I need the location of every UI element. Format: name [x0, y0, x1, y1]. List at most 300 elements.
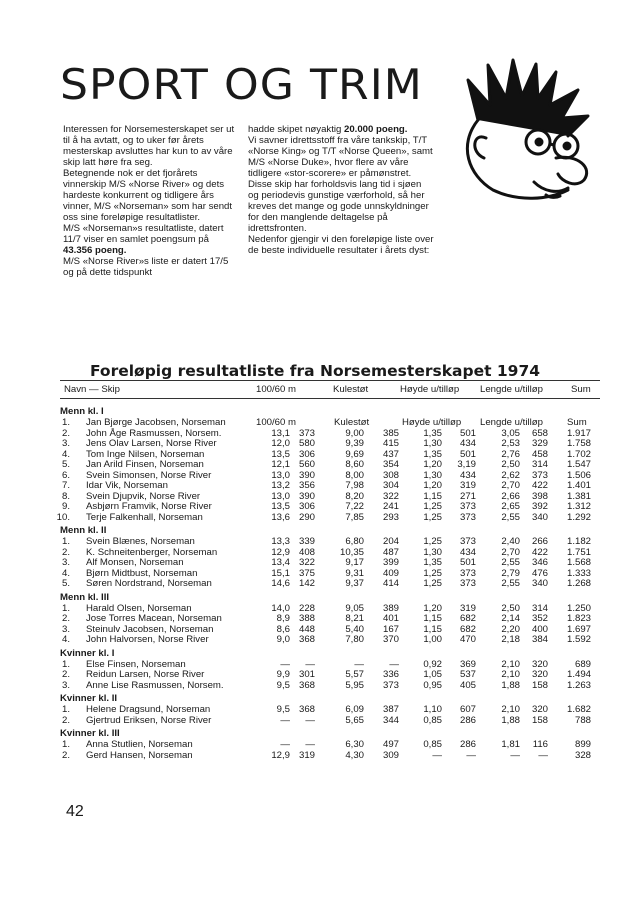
- cell-sum-points: 1.182: [566, 536, 591, 547]
- cell-athlete-ship: Harald Olsen, Norseman: [86, 602, 192, 614]
- cell-high-result: 1,15: [423, 613, 442, 624]
- cell-rank: 3.: [61, 623, 70, 635]
- cell-sum-points: 1.333: [566, 567, 591, 579]
- cell-run-time: 14,6: [271, 578, 290, 589]
- cell-long-points: 340: [531, 578, 548, 589]
- intro-paragraph: [63, 223, 235, 256]
- cell-shot-points: 322: [382, 490, 399, 502]
- cell-high-result: 1,35: [423, 448, 442, 460]
- cell-run-points: 560: [298, 459, 315, 470]
- cell-run-points: 390: [298, 469, 315, 481]
- cell-athlete-ship: Jan Bjørge Jacobsen, Norseman: [86, 417, 226, 428]
- header-high: Høyde u/tilløp: [400, 384, 460, 395]
- table-row: [60, 681, 600, 692]
- intro-column-right: [248, 124, 434, 256]
- table-row: [60, 537, 600, 548]
- intro-paragraph: [248, 234, 434, 256]
- cell-run-time: 13,4: [271, 557, 290, 568]
- subheader-high: Høyde u/tilløp: [402, 417, 462, 428]
- table-row: [60, 635, 600, 646]
- cell-shot-result: 6,80: [345, 536, 364, 547]
- cell-shot-result: —: [354, 658, 364, 670]
- class-heading: Kvinner kl. III: [60, 728, 120, 739]
- cell-long-points: 422: [531, 546, 548, 558]
- cell-run-time: 9,0: [276, 634, 290, 645]
- cell-shot-result: 9,17: [345, 557, 364, 568]
- cell-long-result: 2,10: [501, 704, 520, 715]
- cell-long-points: 320: [531, 669, 548, 680]
- cell-shot-result: 7,80: [345, 634, 364, 645]
- cell-high-result: 1,30: [423, 546, 442, 558]
- cell-long-points: 384: [531, 634, 548, 645]
- cell-high-points: 286: [459, 739, 476, 750]
- cell-run-points: 580: [298, 438, 315, 449]
- cell-high-points: —: [466, 749, 476, 761]
- cell-shot-result: 5,65: [345, 714, 364, 726]
- cell-run-points: 375: [298, 567, 315, 579]
- cell-shot-points: 308: [382, 469, 399, 481]
- cell-shot-points: 409: [382, 567, 399, 579]
- cell-rank: 5.: [61, 459, 70, 470]
- cell-shot-points: 167: [382, 623, 399, 635]
- cell-rank: 4.: [61, 448, 70, 460]
- cell-high-result: 1,25: [423, 536, 442, 547]
- cell-run-time: 9,5: [276, 704, 290, 715]
- cell-shot-points: 336: [382, 669, 399, 680]
- table-top-rule: [60, 380, 600, 381]
- cell-run-time: 15,1: [271, 567, 290, 579]
- cell-long-points: 320: [531, 704, 548, 715]
- cell-run-time: 13,3: [271, 536, 290, 547]
- table-row: [56, 511, 600, 524]
- cell-run-time: 13,6: [271, 511, 290, 523]
- cell-shot-result: 7,98: [345, 480, 364, 491]
- cell-sum-points: 1.401: [566, 480, 591, 491]
- cell-shot-points: 204: [382, 536, 399, 547]
- cell-rank: 3.: [61, 438, 70, 449]
- cell-athlete-ship: Søren Nordstrand, Norseman: [86, 578, 212, 589]
- intro-column-left: [63, 124, 235, 278]
- cell-high-result: 1,25: [423, 511, 442, 523]
- cell-high-result: 1,25: [423, 567, 442, 579]
- cell-sum-points: 899: [574, 739, 591, 750]
- paragraph-text: Betegnende nok er det fjorårets vinnerskip M/S «Norse River» og dets hardeste konkurrent og tidligere års vinner, M/S «Norseman» som har sendt oss sine foreløpige resultatlister.: [63, 168, 233, 223]
- cell-high-result: 1,20: [423, 459, 442, 470]
- cell-run-time: 9,9: [276, 669, 290, 680]
- cell-rank: 2.: [61, 546, 70, 558]
- cell-sum-points: 1.268: [566, 578, 591, 589]
- cell-run-points: 388: [298, 613, 315, 624]
- cell-athlete-ship: Tom Inge Nilsen, Norseman: [86, 448, 205, 460]
- paragraph-text: M/S «Norseman»s resultatliste, datert 11/7 viser en samlet poengsum på: [63, 223, 224, 245]
- intro-paragraph: [63, 168, 235, 223]
- cell-long-points: 158: [531, 714, 548, 726]
- cell-high-result: 1,20: [423, 480, 442, 491]
- cell-high-points: 434: [459, 469, 476, 481]
- cell-rank: 10.: [56, 511, 70, 523]
- cell-long-result: 1,88: [501, 679, 520, 691]
- cell-long-points: 346: [531, 557, 548, 568]
- cell-rank: 4.: [61, 567, 70, 579]
- cell-shot-points: 344: [382, 714, 399, 726]
- table-row: [60, 502, 600, 513]
- cell-shot-points: 497: [382, 739, 399, 750]
- cell-shot-points: 370: [382, 634, 399, 645]
- cell-high-points: 434: [459, 438, 476, 449]
- paragraph-bold-text: 20.000 poeng.: [344, 124, 408, 135]
- cell-rank: 7.: [61, 480, 70, 491]
- cell-shot-result: 9,69: [345, 448, 364, 460]
- cell-sum-points: 1.547: [566, 459, 591, 470]
- cell-shot-result: 6,30: [345, 739, 364, 750]
- cell-run-time: 13,5: [271, 448, 290, 460]
- intro-paragraph: [248, 124, 434, 135]
- cell-shot-points: 293: [382, 511, 399, 523]
- cell-run-points: 142: [298, 578, 315, 589]
- cell-sum-points: 1.381: [566, 490, 591, 502]
- cell-shot-points: 414: [382, 578, 399, 589]
- cell-rank: 8.: [61, 490, 70, 502]
- paragraph-text: Vi savner idrettsstoff fra våre tankskip, T/T «Norse King» og T/T «Norse Queen», samt M/S «Norse Duke», hvor flere av våre tidligere «stor-scorere» er påmønstret. Disse skip har forholdsvis lang tid i sjøen og periodevis gunstige værforhold, så her kreves det mange og gode unnskyldninger for den manglende deltagelse på idrettsfronten.: [248, 135, 433, 234]
- cell-shot-result: 9,39: [345, 438, 364, 449]
- cell-athlete-ship: Anne Lise Rasmussen, Norsem.: [86, 679, 224, 691]
- cell-long-result: 2,55: [501, 578, 520, 589]
- cell-rank: 3.: [61, 679, 70, 691]
- cell-long-result: 2,20: [501, 623, 520, 635]
- cell-shot-result: 7,22: [345, 501, 364, 512]
- cell-sum-points: 1.823: [566, 613, 591, 624]
- cell-shot-points: 304: [382, 480, 399, 491]
- table-row: [60, 418, 600, 429]
- cell-long-result: 2,70: [501, 546, 520, 558]
- cell-run-points: 228: [298, 602, 315, 614]
- cell-long-result: 2,18: [501, 634, 520, 645]
- cell-athlete-ship: John Halvorsen, Norse River: [86, 634, 209, 645]
- cell-shot-result: 8,60: [345, 459, 364, 470]
- cell-shot-points: 354: [382, 459, 399, 470]
- cell-run-points: 368: [298, 704, 315, 715]
- class-heading: Menn kl. I: [60, 406, 104, 417]
- cell-run-time: 13,2: [271, 480, 290, 491]
- table-row: [60, 670, 600, 681]
- subheader-shot: Kulestøt: [334, 417, 370, 428]
- cell-athlete-ship: John Åge Rasmussen, Norsem.: [86, 427, 222, 439]
- cell-rank: 1.: [61, 417, 70, 428]
- table-row: [60, 716, 600, 727]
- cell-rank: 2.: [61, 749, 70, 761]
- results-table: [56, 404, 600, 761]
- cell-long-points: 352: [531, 613, 548, 624]
- cell-high-points: 271: [459, 490, 476, 502]
- cell-sum-points: 1.758: [566, 438, 591, 449]
- cell-sum-points: 788: [574, 714, 591, 726]
- cell-long-points: 458: [531, 448, 548, 460]
- cell-high-points: 501: [459, 557, 476, 568]
- cell-rank: 6.: [61, 469, 70, 481]
- cell-run-points: 306: [298, 501, 315, 512]
- cell-high-result: —: [432, 749, 442, 761]
- cell-athlete-ship: Anna Stutlien, Norseman: [86, 739, 193, 750]
- cell-run-time: 12,9: [271, 546, 290, 558]
- cell-run-points: 339: [298, 536, 315, 547]
- cell-athlete-ship: Terje Falkenhall, Norseman: [86, 511, 203, 523]
- cell-long-points: 398: [531, 490, 548, 502]
- cell-high-points: 501: [459, 427, 476, 439]
- paragraph-text: M/S «Norse River»s liste er datert 17/5 og på dette tidspunkt: [63, 256, 229, 278]
- cell-shot-points: 487: [382, 546, 399, 558]
- cell-high-result: 1,30: [423, 438, 442, 449]
- table-row: [60, 481, 600, 492]
- cell-high-points: 373: [459, 578, 476, 589]
- cell-rank: 3.: [61, 557, 70, 568]
- cell-high-result: 0,95: [423, 679, 442, 691]
- cell-sum-points: 1.751: [566, 546, 591, 558]
- cell-long-result: 2,50: [501, 602, 520, 614]
- cell-high-points: 319: [459, 602, 476, 614]
- cell-athlete-ship: Reidun Larsen, Norse River: [86, 669, 205, 680]
- cell-run-points: 319: [298, 749, 315, 761]
- cell-long-points: 314: [531, 459, 548, 470]
- cell-shot-points: 385: [382, 427, 399, 439]
- cell-sum-points: 1.568: [566, 557, 591, 568]
- table-row: [60, 705, 600, 716]
- cell-shot-points: 241: [382, 501, 399, 512]
- cell-rank: 1.: [61, 602, 70, 614]
- cell-long-points: 320: [531, 658, 548, 670]
- cell-long-result: 2,55: [501, 557, 520, 568]
- cell-run-time: 9,5: [276, 679, 290, 691]
- cell-athlete-ship: Else Finsen, Norseman: [86, 658, 186, 670]
- class-heading: Menn kl. II: [60, 525, 107, 536]
- cell-shot-result: 9,05: [345, 602, 364, 614]
- page-title: SPORT OG TRIM: [60, 60, 423, 109]
- cell-shot-result: 5,95: [345, 679, 364, 691]
- cell-athlete-ship: Idar Vik, Norseman: [86, 480, 168, 491]
- cell-high-points: 682: [459, 613, 476, 624]
- cell-long-result: —: [510, 749, 520, 761]
- cell-long-points: 392: [531, 501, 548, 512]
- cell-high-result: 0,85: [423, 714, 442, 726]
- cell-run-points: 356: [298, 480, 315, 491]
- intro-paragraph: [248, 135, 434, 234]
- cell-high-result: 0,85: [423, 739, 442, 750]
- cell-rank: 2.: [61, 669, 70, 680]
- cell-shot-points: 389: [382, 602, 399, 614]
- cell-run-points: 408: [298, 546, 315, 558]
- cell-high-result: 1,05: [423, 669, 442, 680]
- paragraph-text: Interessen for Norsemesterskapet ser ut til å ha avtatt, og to uker før årets mesterskap avsluttes har kun to av våre skip latt høre fra seg.: [63, 124, 235, 168]
- cell-high-result: 1,25: [423, 578, 442, 589]
- cell-high-points: 286: [459, 714, 476, 726]
- cell-run-time: 13,0: [271, 490, 290, 502]
- cell-shot-result: 9,31: [345, 567, 364, 579]
- cell-run-points: 306: [298, 448, 315, 460]
- table-row: [60, 614, 600, 625]
- cell-high-points: 682: [459, 623, 476, 635]
- cell-athlete-ship: Jose Torres Macean, Norseman: [86, 613, 222, 624]
- cell-athlete-ship: Alf Monsen, Norseman: [86, 557, 184, 568]
- cell-shot-points: —: [389, 658, 399, 670]
- cell-shot-points: 309: [382, 749, 399, 761]
- cell-shot-points: 415: [382, 438, 399, 449]
- table-row: [60, 751, 600, 762]
- cell-shot-result: 5,40: [345, 623, 364, 635]
- cell-run-points: 390: [298, 490, 315, 502]
- cell-rank: 2.: [61, 613, 70, 624]
- cell-run-time: 13,1: [271, 427, 290, 439]
- cell-athlete-ship: Jan Arild Finsen, Norseman: [86, 459, 204, 470]
- cell-run-time: 12,0: [271, 438, 290, 449]
- cell-athlete-ship: Steinulv Jacobsen, Norseman: [86, 623, 214, 635]
- cell-long-points: 266: [531, 536, 548, 547]
- cell-sum-points: 1.292: [566, 511, 591, 523]
- table-row: [60, 740, 600, 751]
- cell-run-time: 12,1: [271, 459, 290, 470]
- cell-sum-points: 1.312: [566, 501, 591, 512]
- cell-run-points: —: [305, 739, 315, 750]
- table-row: [60, 579, 600, 590]
- cell-high-result: 1,30: [423, 469, 442, 481]
- cell-shot-points: 437: [382, 448, 399, 460]
- cell-long-result: 2,70: [501, 480, 520, 491]
- cell-athlete-ship: Gerd Hansen, Norseman: [86, 749, 193, 761]
- class-heading: Menn kl. III: [60, 591, 110, 603]
- cell-athlete-ship: Svein Djupvik, Norse River: [86, 490, 201, 502]
- intro-paragraph: [63, 256, 235, 278]
- subheader-long: Lengde u/tilløp: [480, 417, 543, 428]
- cell-run-points: —: [305, 714, 315, 726]
- cell-sum-points: 1.682: [566, 704, 591, 715]
- cell-run-points: 290: [298, 511, 315, 523]
- cell-run-time: 8,6: [276, 623, 290, 635]
- cell-long-points: 158: [531, 679, 548, 691]
- cell-sum-points: 1.917: [566, 427, 591, 439]
- cell-high-points: 501: [459, 448, 476, 460]
- table-row: [60, 439, 600, 450]
- cell-high-result: 1,15: [423, 623, 442, 635]
- header-name: Navn — Skip: [64, 384, 120, 395]
- cell-long-result: 1,88: [501, 714, 520, 726]
- cell-shot-result: 10,35: [339, 546, 364, 558]
- cell-athlete-ship: Bjørn Midtbust, Norseman: [86, 567, 198, 579]
- cell-long-result: 2,50: [501, 459, 520, 470]
- cell-long-points: —: [538, 749, 548, 761]
- cell-long-result: 2,55: [501, 511, 520, 523]
- cell-run-points: 368: [298, 634, 315, 645]
- cell-long-result: 2,62: [501, 469, 520, 481]
- cell-rank: 5.: [61, 578, 70, 589]
- cell-long-result: 2,10: [501, 658, 520, 670]
- cell-shot-points: 373: [382, 679, 399, 691]
- cell-rank: 1.: [61, 704, 70, 715]
- cell-long-points: 400: [531, 623, 548, 635]
- cell-long-result: 2,66: [501, 490, 520, 502]
- cell-shot-result: 9,00: [345, 427, 364, 439]
- cell-high-points: 434: [459, 546, 476, 558]
- cell-sum-points: 689: [574, 658, 591, 670]
- cell-sum-points: 1.506: [566, 469, 591, 481]
- cell-run-time: —: [280, 658, 290, 670]
- cell-high-points: 373: [459, 511, 476, 523]
- class-heading: Kvinner kl. II: [60, 693, 118, 704]
- cell-long-result: 1,81: [501, 739, 520, 750]
- cell-long-result: 3,05: [501, 427, 520, 439]
- cell-rank: 2.: [61, 714, 70, 726]
- cell-rank: 1.: [61, 536, 70, 547]
- cell-athlete-ship: Jens Olav Larsen, Norse River: [86, 438, 217, 449]
- cell-athlete-ship: Svein Simonsen, Norse River: [86, 469, 212, 481]
- cell-high-result: 0,92: [423, 658, 442, 670]
- cell-long-result: 2,40: [501, 536, 520, 547]
- cell-high-result: 1,10: [423, 704, 442, 715]
- class-heading: Kvinner kl. I: [60, 647, 115, 659]
- cell-sum-points: 1.702: [566, 448, 591, 460]
- cell-high-result: 1,20: [423, 602, 442, 614]
- cell-run-time: 14,0: [271, 602, 290, 614]
- cell-long-result: 2,10: [501, 669, 520, 680]
- cell-athlete-ship: Gjertrud Eriksen, Norse River: [86, 714, 212, 726]
- cell-shot-result: 8,20: [345, 490, 364, 502]
- cell-run-points: 373: [298, 427, 315, 439]
- table-row: [60, 558, 600, 569]
- cell-shot-result: 8,00: [345, 469, 364, 481]
- cell-sum-points: 1.250: [566, 602, 591, 614]
- page-number: 42: [66, 803, 84, 820]
- cell-high-points: 369: [459, 658, 476, 670]
- cell-sum-points: 1.263: [566, 679, 591, 691]
- cell-run-points: 368: [298, 679, 315, 691]
- cell-high-result: 1,35: [423, 427, 442, 439]
- cell-long-result: 2,79: [501, 567, 520, 579]
- cell-athlete-ship: Asbjørn Framvik, Norse River: [86, 501, 212, 512]
- cell-sum-points: 1.494: [566, 669, 591, 680]
- cell-shot-points: 399: [382, 557, 399, 568]
- subheader-run: 100/60 m: [256, 417, 297, 428]
- cell-shot-result: 8,21: [345, 613, 364, 624]
- header-sum: Sum: [571, 384, 591, 395]
- cell-long-points: 314: [531, 602, 548, 614]
- cell-high-points: 373: [459, 501, 476, 512]
- cell-shot-points: 387: [382, 704, 399, 715]
- cell-run-time: —: [280, 739, 290, 750]
- cell-high-points: 319: [459, 480, 476, 491]
- cell-long-points: 476: [531, 567, 548, 579]
- cell-sum-points: 328: [574, 749, 591, 761]
- paragraph-text: hadde skipet nøyaktig: [248, 124, 344, 135]
- cell-high-result: 1,15: [423, 490, 442, 502]
- header-long: Lengde u/tilløp: [480, 384, 543, 395]
- cell-rank: 2.: [61, 427, 70, 439]
- cell-run-time: 13,0: [271, 469, 290, 481]
- cell-high-points: 607: [459, 704, 476, 715]
- table-header-rule: [60, 398, 600, 399]
- cell-long-points: 373: [531, 469, 548, 481]
- results-table-header: [60, 384, 600, 398]
- cell-run-points: 301: [298, 669, 315, 680]
- cell-athlete-ship: Helene Dragsund, Norseman: [86, 704, 211, 715]
- cell-sum-points: 1.697: [566, 623, 591, 635]
- paragraph-text: Nedenfor gjengir vi den foreløpige liste over de beste individuelle resultater i årets dyst:: [248, 234, 434, 256]
- cell-shot-result: 6,09: [345, 704, 364, 715]
- results-table-title: Foreløpig resultatliste fra Norsemesterskapet 1974: [89, 362, 541, 380]
- table-row: [60, 460, 600, 471]
- cell-long-points: 422: [531, 480, 548, 491]
- cell-high-points: 470: [459, 634, 476, 645]
- header-shot: Kulestøt: [333, 384, 369, 395]
- cell-high-points: 3,19: [457, 459, 476, 470]
- cell-high-points: 373: [459, 536, 476, 547]
- cell-run-time: 8,9: [276, 613, 290, 624]
